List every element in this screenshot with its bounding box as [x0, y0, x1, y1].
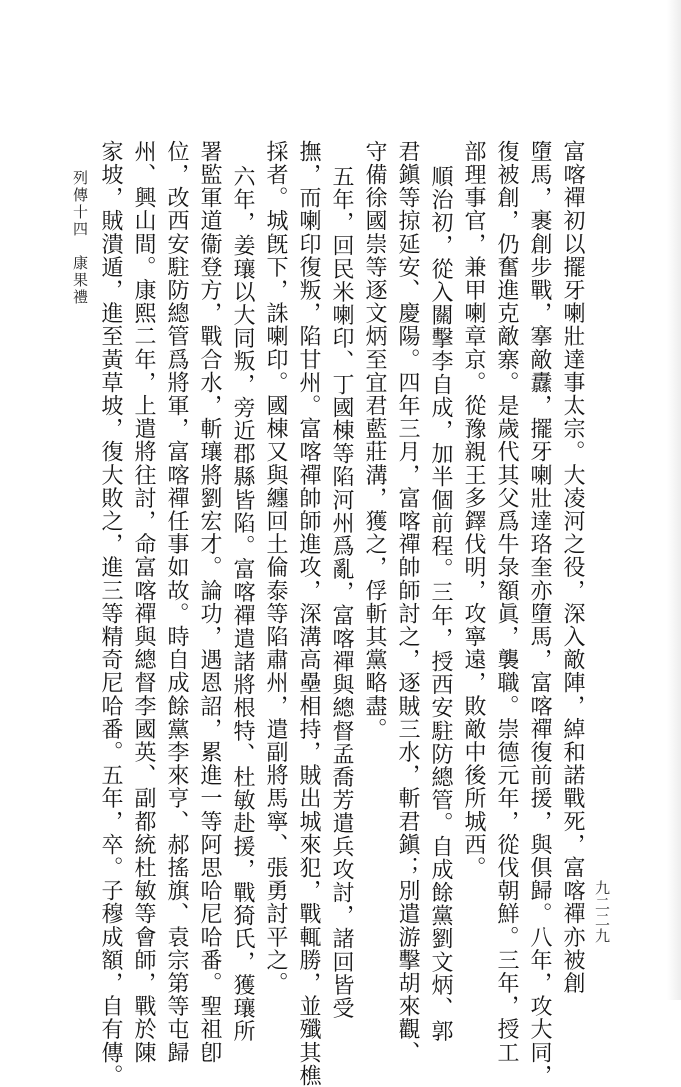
- running-header: 列傳十四 康果禮: [71, 170, 89, 306]
- text-column: 位，改西安駐防總管爲將軍，富喀禪任事如故。時自成餘黨李來亨、郝搖旗、袁宗第等屯歸: [164, 140, 189, 1064]
- text-column: 部理事官，兼甲喇章京。從豫親王多鐸伐明，攻寧遠，敗敵中後所城西。: [461, 140, 486, 880]
- text-column: 五年，回民米喇印、丁國棟等陷河州爲亂，富喀禪與總督孟喬芳遣兵攻討，諸回皆受: [329, 165, 354, 1020]
- text-column: 復被創，仍奮進克敵寨。是歲代其父爲牛彔額眞，襲職。崇德元年，從伐朝鮮。三年，授工: [494, 140, 519, 1064]
- text-column: 君鎭等掠延安、慶陽。四年三月，富喀禪帥師討之，逐賊三水，斬君鎭；別遣游擊胡來觀、: [395, 140, 420, 1064]
- page-number: 九二二九: [593, 880, 611, 944]
- text-column: 六年，姜瓖以大同叛，旁近郡縣皆陷。富喀禪遣諸將根特、杜敏赴援，戰猗氏，獲瓖所: [230, 165, 255, 1043]
- text-column: 州、興山間。康熙二年，上遣將往討，命富喀禪與總督李國英、副都統杜敏等會師，戰於陳: [131, 140, 156, 1064]
- text-column: 富喀禪初以擺牙喇壯達事太宗。大凌河之役，深入敵陣，綽和諾戰死，富喀禪亦被創: [560, 140, 585, 995]
- text-column: 家坡，賊潰遁，進至黃草坡，復大敗之，進三等精奇尼哈番。五年，卒。子穆成額，自有傳。: [98, 140, 123, 1087]
- text-column: 署監軍道衞登方，戰合水，斬瓖將劉宏才。論功，遇恩詔，累進一等阿思哈尼哈番。聖祖卽: [197, 140, 222, 1064]
- page-edge-shadow: [667, 0, 681, 1000]
- text-column: 墮馬，裹創步戰，搴敵纛，擺牙喇壯達珞奎亦墮馬，富喀禪復前援，與俱歸。八年，攻大同，: [527, 140, 552, 1087]
- text-column: 採者。城旣下，誅喇印。國棟又與纏回土倫泰等陷肅州，遣副將馬寧、張勇討平之。: [263, 140, 288, 995]
- text-column: 守備徐國崇等逐文炳至宜君藍莊溝，獲之，俘斬其黨略盡。: [362, 140, 387, 741]
- text-column: 順治初，從入關擊李自成，加半個前程。三年，授西安駐防總管。自成餘黨劉文炳、郭: [428, 165, 453, 1043]
- text-column: 撫，而喇印復叛，陷甘州。富喀禪帥師進攻，深溝高壘相持，賊出城來犯，戰輒勝，並殲其樵: [296, 140, 321, 1087]
